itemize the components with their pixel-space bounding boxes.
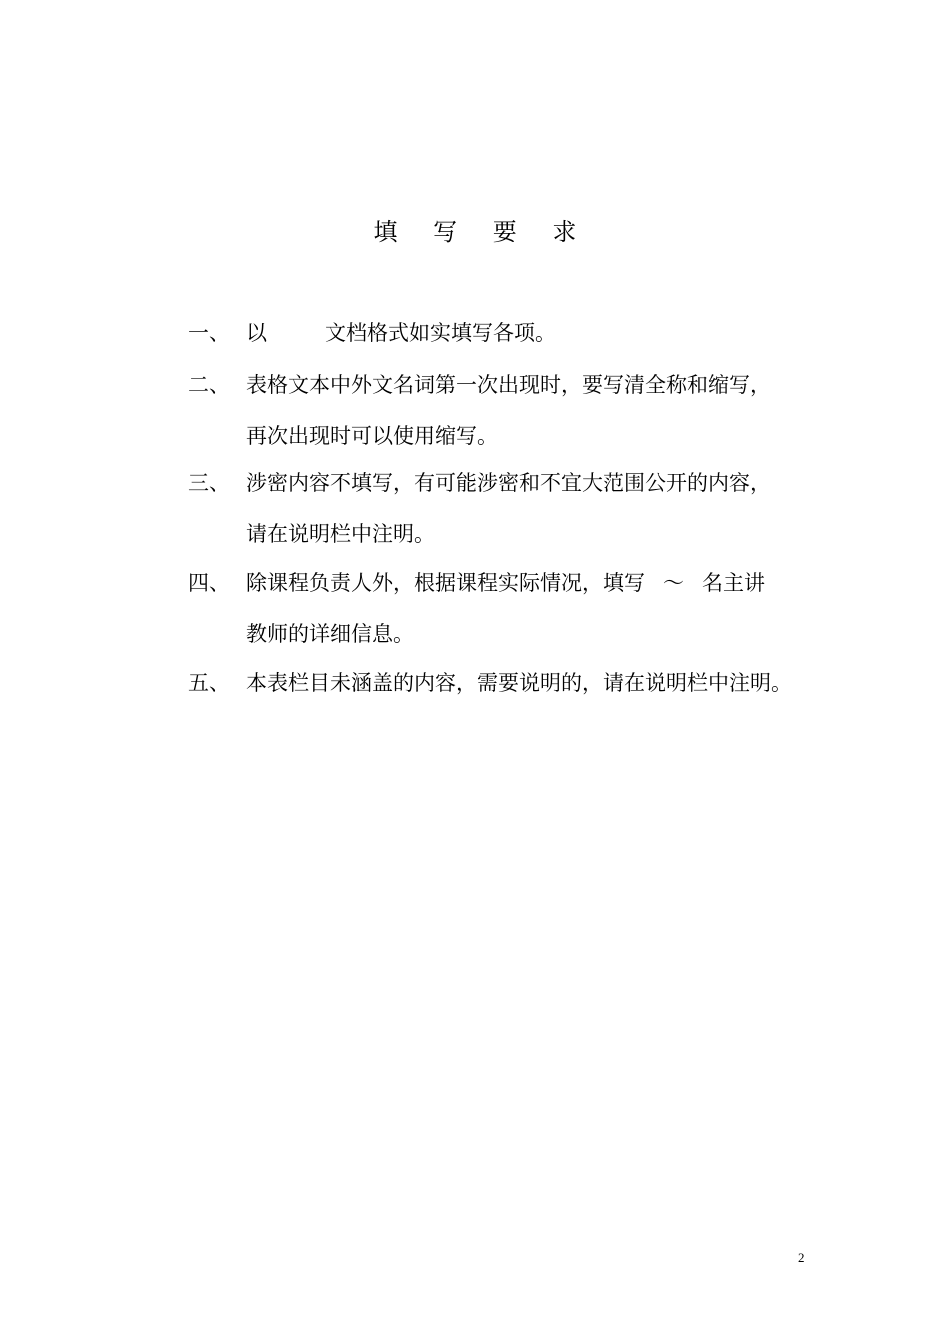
requirement-text: 表格文本中外文名词第一次出现时，要写清全称和缩写， (246, 373, 771, 397)
requirement-number: 二、 (188, 373, 230, 397)
requirement-text: 以 (246, 321, 267, 345)
requirement-text: 教师的详细信息。 (246, 622, 414, 646)
requirement-line (246, 568, 765, 598)
requirement-number: 一、 (188, 321, 230, 345)
requirement-number: 四、 (188, 571, 230, 595)
requirement-text: 请在说明栏中注明。 (246, 522, 435, 546)
requirement-text: 本表栏目未涵盖的内容，需要说明的，请在说明栏中注明。 (246, 671, 792, 695)
requirement-number: 五、 (188, 671, 230, 695)
requirement-text: 除课程负责人外，根据课程实际情况，填写 (246, 571, 645, 595)
page-number: 2 (798, 1250, 805, 1265)
requirement-number: 三、 (188, 471, 230, 495)
page-title: 填 写 要 求 (373, 218, 591, 246)
requirement-text: ～ (663, 571, 684, 595)
requirement-line (246, 318, 556, 348)
requirement-text: 文档格式如实填写各项。 (325, 321, 556, 345)
requirement-text: 涉密内容不填写，有可能涉密和不宜大范围公开的内容， (246, 471, 771, 495)
requirement-text: 再次出现时可以使用缩写。 (246, 424, 498, 448)
requirement-text: 名主讲 (702, 571, 765, 595)
